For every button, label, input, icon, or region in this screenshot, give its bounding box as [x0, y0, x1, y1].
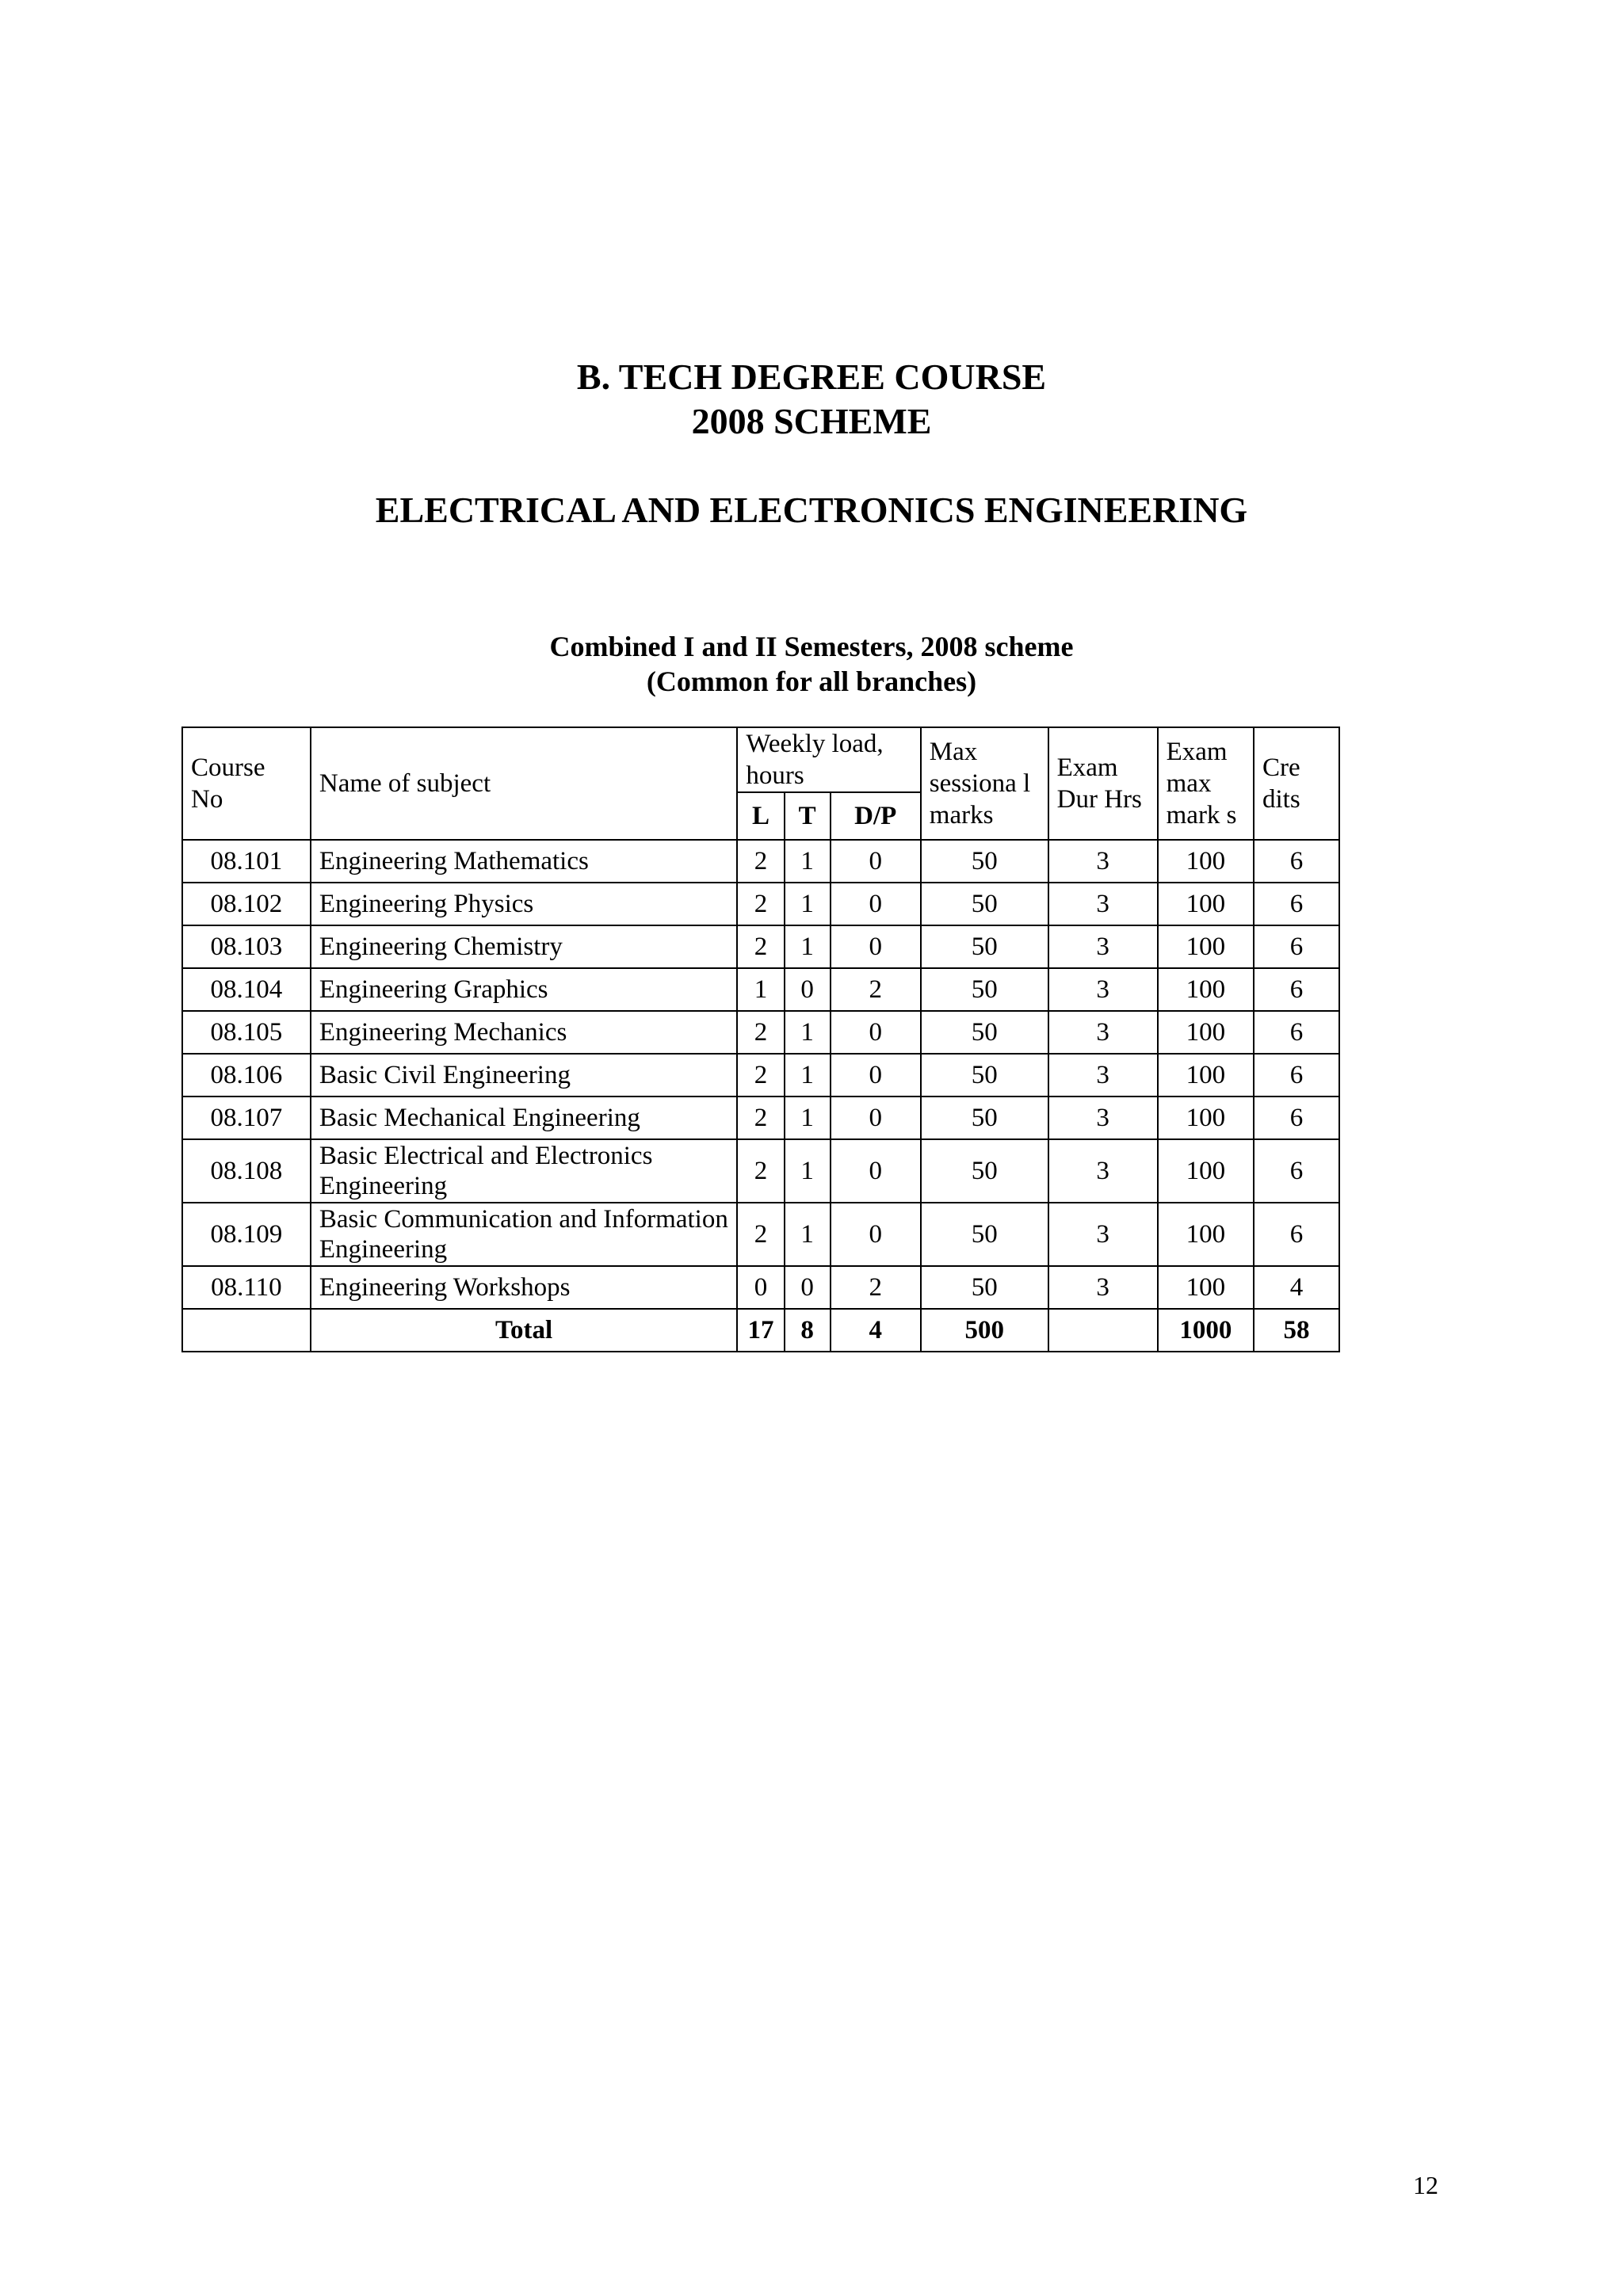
- cell-max-sessional: 50: [921, 840, 1048, 883]
- cell-course-no: 08.103: [182, 925, 311, 968]
- table-subtitle: (Common for all branches): [646, 666, 977, 697]
- cell-max-sessional: 50: [921, 968, 1048, 1011]
- header-subject-name: Name of subject: [311, 727, 738, 840]
- cell-drawing-practical: 0: [831, 1054, 921, 1097]
- total-empty-cell: [182, 1309, 311, 1352]
- table-row: [182, 1011, 1339, 1054]
- cell-tutorial: 1: [785, 925, 831, 968]
- cell-drawing-practical: 0: [831, 883, 921, 925]
- cell-drawing-practical: 0: [831, 1011, 921, 1054]
- cell-lecture: 2: [737, 840, 784, 883]
- cell-exam-max-marks: 100: [1158, 1054, 1254, 1097]
- cell-course-no: 08.101: [182, 840, 311, 883]
- total-label: Total: [311, 1309, 738, 1352]
- cell-credits: 6: [1254, 1054, 1339, 1097]
- course-scheme-table: [181, 727, 1340, 1352]
- cell-exam-duration: 3: [1048, 1266, 1158, 1309]
- table-row: [182, 1266, 1339, 1309]
- cell-course-no: 08.104: [182, 968, 311, 1011]
- header-row-top: [182, 727, 1339, 792]
- header-tutorial: T: [785, 792, 831, 840]
- cell-exam-duration: 3: [1048, 925, 1158, 968]
- cell-subject-name: Engineering Physics: [311, 883, 738, 925]
- cell-max-sessional: 50: [921, 1203, 1048, 1266]
- cell-lecture: 2: [737, 1011, 784, 1054]
- cell-exam-duration: 3: [1048, 1203, 1158, 1266]
- cell-lecture: 2: [737, 1203, 784, 1266]
- total-row: [182, 1309, 1339, 1352]
- header-max-sessional: Max sessiona l marks: [921, 727, 1048, 840]
- cell-subject-name: Engineering Chemistry: [311, 925, 738, 968]
- cell-exam-max-marks: 100: [1158, 1266, 1254, 1309]
- cell-max-sessional: 50: [921, 1097, 1048, 1139]
- cell-exam-duration: 3: [1048, 968, 1158, 1011]
- total-credits: 58: [1254, 1309, 1339, 1352]
- cell-tutorial: 1: [785, 1097, 831, 1139]
- cell-tutorial: 1: [785, 1054, 831, 1097]
- table-body: [182, 727, 1339, 1352]
- cell-exam-duration: 3: [1048, 1011, 1158, 1054]
- header-exam-max-marks: Exam max mark s: [1158, 727, 1254, 840]
- cell-lecture: 2: [737, 1054, 784, 1097]
- cell-exam-duration: 3: [1048, 1054, 1158, 1097]
- cell-lecture: 0: [737, 1266, 784, 1309]
- cell-tutorial: 1: [785, 883, 831, 925]
- document-title: B. TECH DEGREE COURSE: [576, 357, 1047, 397]
- cell-subject-name: Engineering Mechanics: [311, 1011, 738, 1054]
- cell-exam-duration: 3: [1048, 840, 1158, 883]
- cell-max-sessional: 50: [921, 925, 1048, 968]
- cell-credits: 6: [1254, 1203, 1339, 1266]
- cell-course-no: 08.108: [182, 1139, 311, 1203]
- cell-lecture: 2: [737, 925, 784, 968]
- cell-credits: 6: [1254, 925, 1339, 968]
- cell-lecture: 1: [737, 968, 784, 1011]
- header-drawing-practical: D/P: [831, 792, 921, 840]
- cell-exam-duration: 3: [1048, 883, 1158, 925]
- header-course-no: Course No: [182, 727, 311, 840]
- cell-course-no: 08.107: [182, 1097, 311, 1139]
- cell-max-sessional: 50: [921, 1054, 1048, 1097]
- header-exam-duration: Exam Dur Hrs: [1048, 727, 1158, 840]
- cell-drawing-practical: 0: [831, 925, 921, 968]
- cell-credits: 6: [1254, 883, 1339, 925]
- total-exam-duration: [1048, 1309, 1158, 1352]
- page-number: 12: [1413, 2171, 1438, 2199]
- table-row: [182, 883, 1339, 925]
- cell-drawing-practical: 0: [831, 1097, 921, 1139]
- cell-exam-max-marks: 100: [1158, 1139, 1254, 1203]
- total-drawing-practical: 4: [831, 1309, 921, 1352]
- cell-tutorial: 0: [785, 968, 831, 1011]
- table-row: [182, 840, 1339, 883]
- total-tutorial: 8: [785, 1309, 831, 1352]
- cell-exam-duration: 3: [1048, 1097, 1158, 1139]
- cell-course-no: 08.109: [182, 1203, 311, 1266]
- header-weekly-load: Weekly load, hours: [737, 727, 920, 792]
- total-max-sessional: 500: [921, 1309, 1048, 1352]
- cell-drawing-practical: 2: [831, 1266, 921, 1309]
- cell-drawing-practical: 2: [831, 968, 921, 1011]
- header-lecture: L: [737, 792, 784, 840]
- cell-course-no: 08.106: [182, 1054, 311, 1097]
- cell-subject-name: Basic Electrical and Electronics Engineering: [311, 1139, 738, 1203]
- table-title: Combined I and II Semesters, 2008 scheme: [549, 631, 1074, 662]
- cell-subject-name: Basic Mechanical Engineering: [311, 1097, 738, 1139]
- cell-credits: 6: [1254, 968, 1339, 1011]
- cell-exam-duration: 3: [1048, 1139, 1158, 1203]
- total-lecture: 17: [737, 1309, 784, 1352]
- cell-lecture: 2: [737, 1139, 784, 1203]
- cell-exam-max-marks: 100: [1158, 840, 1254, 883]
- cell-credits: 4: [1254, 1266, 1339, 1309]
- cell-subject-name: Engineering Graphics: [311, 968, 738, 1011]
- cell-credits: 6: [1254, 840, 1339, 883]
- cell-tutorial: 0: [785, 1266, 831, 1309]
- cell-tutorial: 1: [785, 1139, 831, 1203]
- cell-course-no: 08.105: [182, 1011, 311, 1054]
- cell-max-sessional: 50: [921, 1266, 1048, 1309]
- cell-exam-max-marks: 100: [1158, 1097, 1254, 1139]
- cell-exam-max-marks: 100: [1158, 968, 1254, 1011]
- cell-tutorial: 1: [785, 1203, 831, 1266]
- cell-drawing-practical: 0: [831, 840, 921, 883]
- cell-exam-max-marks: 100: [1158, 883, 1254, 925]
- cell-exam-max-marks: 100: [1158, 1203, 1254, 1266]
- cell-drawing-practical: 0: [831, 1139, 921, 1203]
- cell-exam-max-marks: 100: [1158, 1011, 1254, 1054]
- scheme-title: 2008 SCHEME: [691, 401, 932, 441]
- table-row: [182, 1203, 1339, 1266]
- table-row: [182, 1097, 1339, 1139]
- table-row: [182, 1054, 1339, 1097]
- cell-subject-name: Engineering Mathematics: [311, 840, 738, 883]
- table-row: [182, 1139, 1339, 1203]
- cell-drawing-practical: 0: [831, 1203, 921, 1266]
- cell-credits: 6: [1254, 1097, 1339, 1139]
- cell-credits: 6: [1254, 1011, 1339, 1054]
- cell-lecture: 2: [737, 883, 784, 925]
- cell-exam-max-marks: 100: [1158, 925, 1254, 968]
- total-exam-max-marks: 1000: [1158, 1309, 1254, 1352]
- cell-course-no: 08.102: [182, 883, 311, 925]
- header-credits: Cre dits: [1254, 727, 1339, 840]
- cell-max-sessional: 50: [921, 1011, 1048, 1054]
- table-row: [182, 968, 1339, 1011]
- cell-credits: 6: [1254, 1139, 1339, 1203]
- table-row: [182, 925, 1339, 968]
- branch-title: ELECTRICAL AND ELECTRONICS ENGINEERING: [375, 490, 1248, 530]
- cell-max-sessional: 50: [921, 1139, 1048, 1203]
- cell-tutorial: 1: [785, 840, 831, 883]
- cell-max-sessional: 50: [921, 883, 1048, 925]
- cell-subject-name: Basic Civil Engineering: [311, 1054, 738, 1097]
- cell-subject-name: Basic Communication and Information Engineering: [311, 1203, 738, 1266]
- cell-lecture: 2: [737, 1097, 784, 1139]
- cell-course-no: 08.110: [182, 1266, 311, 1309]
- cell-tutorial: 1: [785, 1011, 831, 1054]
- cell-subject-name: Engineering Workshops: [311, 1266, 738, 1309]
